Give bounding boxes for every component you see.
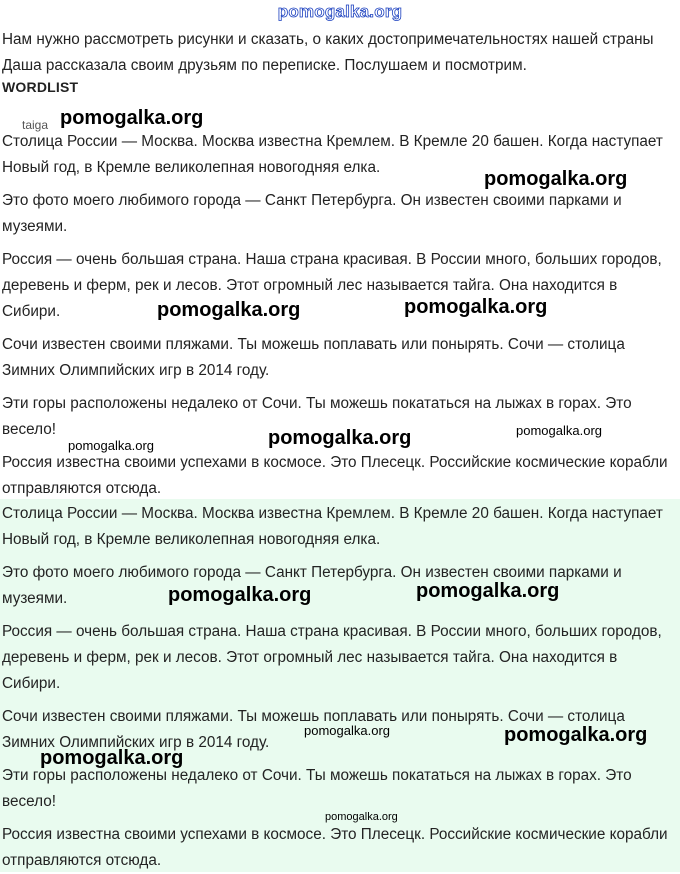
text-paragraph-1: Столица России — Москва. Москва известна Кремлем. В Кремле 20 башен. Когда наступает Новый год, в Кремле великолепная новогодняя елка. [2, 133, 663, 176]
answer-paragraph-1: Столица России — Москва. Москва известна Кремлем. В Кремле 20 башен. Когда наступает Новый год, в Кремле великолепная новогодняя елка. [2, 505, 663, 548]
site-logo[interactable]: pomogalka.org [277, 2, 403, 21]
watermark: pomogalka.org [404, 296, 548, 318]
answer-paragraph-4: Сочи известен своими пляжами. Ты можешь поплавать или понырять. Сочи — столица Зимних Олимпийских игр в 2014 году. [2, 708, 625, 751]
watermark: pomogalka.org [484, 168, 628, 190]
watermark: pomogalka.org [60, 107, 204, 129]
watermark: pomogalka.org [325, 811, 398, 823]
text-paragraph-3: Россия — очень большая страна. Наша страна красивая. В России много, больших городов, деревень и ферм, рек и лесов. Этот огромный лес называется тайга. Она находится в Сибири. [2, 251, 662, 320]
watermark: pomogalka.org [416, 580, 560, 602]
text-paragraph-2: Это фото моего любимого города — Санкт Петербурга. Он известен своими парками и музеями. [2, 192, 622, 235]
text-paragraph-5: Эти горы расположены недалеко от Сочи. Ты можешь покататься на лыжах в горах. Это весело! [2, 395, 632, 438]
watermark: pomogalka.org [304, 723, 390, 738]
answer-paragraph-2: Это фото моего любимого города — Санкт Петербурга. Он известен своими парками и музеями. [2, 564, 622, 607]
wordlist-heading: WORDLIST [2, 79, 79, 95]
text-paragraph-6: Россия известна своими успехами в космосе. Это Плесецк. Российские космические корабли отправляются отсюда. [2, 454, 668, 497]
text-paragraph-4: Сочи известен своими пляжами. Ты можешь поплавать или понырять. Сочи — столица Зимних Олимпийских игр в 2014 году. [2, 336, 625, 379]
answer-paragraph-3: Россия — очень большая страна. Наша страна красивая. В России много, больших городов, деревень и ферм, рек и лесов. Этот огромный лес называется тайга. Она находится в Сибири. [2, 623, 662, 692]
watermark: pomogalka.org [168, 584, 312, 606]
watermark: pomogalka.org [157, 299, 301, 321]
intro-text: Нам нужно рассмотреть рисунки и сказать, о каких достопримечательностях нашей страны Даша рассказала своим друзьям по переписке. Послушаем и посмотрим. [2, 31, 654, 74]
watermark: pomogalka.org [68, 438, 154, 453]
watermark: pomogalka.org [40, 747, 184, 769]
watermark: pomogalka.org [516, 423, 602, 438]
watermark: pomogalka.org [268, 427, 412, 449]
answer-paragraph-5: Эти горы расположены недалеко от Сочи. Ты можешь покататься на лыжах в горах. Это весело! [2, 767, 632, 810]
answer-paragraph-6: Россия известна своими успехами в космосе. Это Плесецк. Российские космические корабли отправляются отсюда. [2, 826, 668, 869]
wordlist-partial-item: taiga [22, 118, 49, 132]
watermark: pomogalka.org [504, 724, 648, 746]
